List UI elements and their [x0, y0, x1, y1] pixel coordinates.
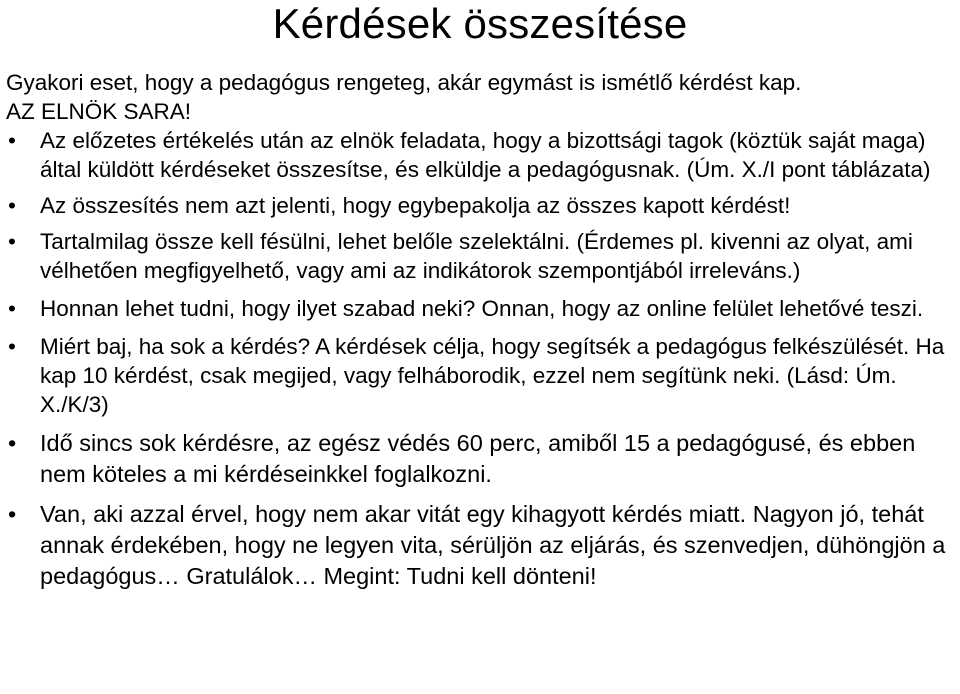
bullet-icon: •: [8, 430, 17, 456]
bullet-icon: •: [8, 501, 17, 527]
bullet-icon: •: [8, 128, 16, 153]
slide-body: [6, 68, 956, 592]
bullet-icon: •: [8, 193, 16, 218]
bullet-item: [6, 294, 956, 323]
bullet-text: Van, aki azzal érvel, hogy nem akar vitát egy kihagyott kérdés miatt. Nagyon jó, tehát annak érdekében, hogy ne legyen vita, sérüljön az eljárás, és szenvedjen, dühöngjön a pedagógus… Gratulálok… Megint: Tudni kell dönteni!: [40, 501, 946, 589]
bullet-item: [6, 191, 956, 220]
bullet-item: [6, 499, 956, 592]
intro-line-1: Gyakori eset, hogy a pedagógus rengeteg, akár egymást is ismétlő kérdést kap.: [6, 70, 802, 95]
bullet-text: Idő sincs sok kérdésre, az egész védés 60 perc, amiből 15 a pedagógusé, és ebben nem köteles a mi kérdéseinkkel foglalkozni.: [40, 430, 916, 487]
intro-text: [6, 68, 956, 126]
bullet-item: [6, 332, 956, 419]
bullet-icon: •: [8, 334, 16, 359]
bullet-item: [6, 428, 956, 490]
bullet-list: [6, 126, 956, 592]
bullet-text: Miért baj, ha sok a kérdés? A kérdések célja, hogy segítsék a pedagógus felkészülését. Ha kap 10 kérdést, csak megijed, vagy felháborodik, ezzel nem segítünk neki. (Lásd: Úm. X./K/3): [40, 334, 945, 417]
bullet-text: Honnan lehet tudni, hogy ilyet szabad neki? Onnan, hogy az online felület lehetővé teszi.: [40, 296, 924, 321]
bullet-item: [6, 227, 956, 285]
bullet-item: [6, 126, 956, 184]
bullet-text: Tartalmilag össze kell fésülni, lehet belőle szelektálni. (Érdemes pl. kivenni az olyat, ami vélhetően megfigyelhető, vagy ami az indikátorok szempontjából irreleváns.): [40, 229, 913, 283]
bullet-text: Az összesítés nem azt jelenti, hogy egybepakolja az összes kapott kérdést!: [40, 193, 791, 218]
slide-title: Kérdések összesítése: [272, 0, 688, 47]
bullet-icon: •: [8, 229, 16, 254]
bullet-icon: •: [8, 296, 16, 321]
intro-line-2: AZ ELNÖK SARA!: [6, 99, 192, 124]
bullet-text: Az előzetes értékelés után az elnök feladata, hogy a bizottsági tagok (köztük saját maga) által küldött kérdéseket összesítse, és elküldje a pedagógusnak. (Úm. X./I pont táblázata): [40, 128, 931, 182]
